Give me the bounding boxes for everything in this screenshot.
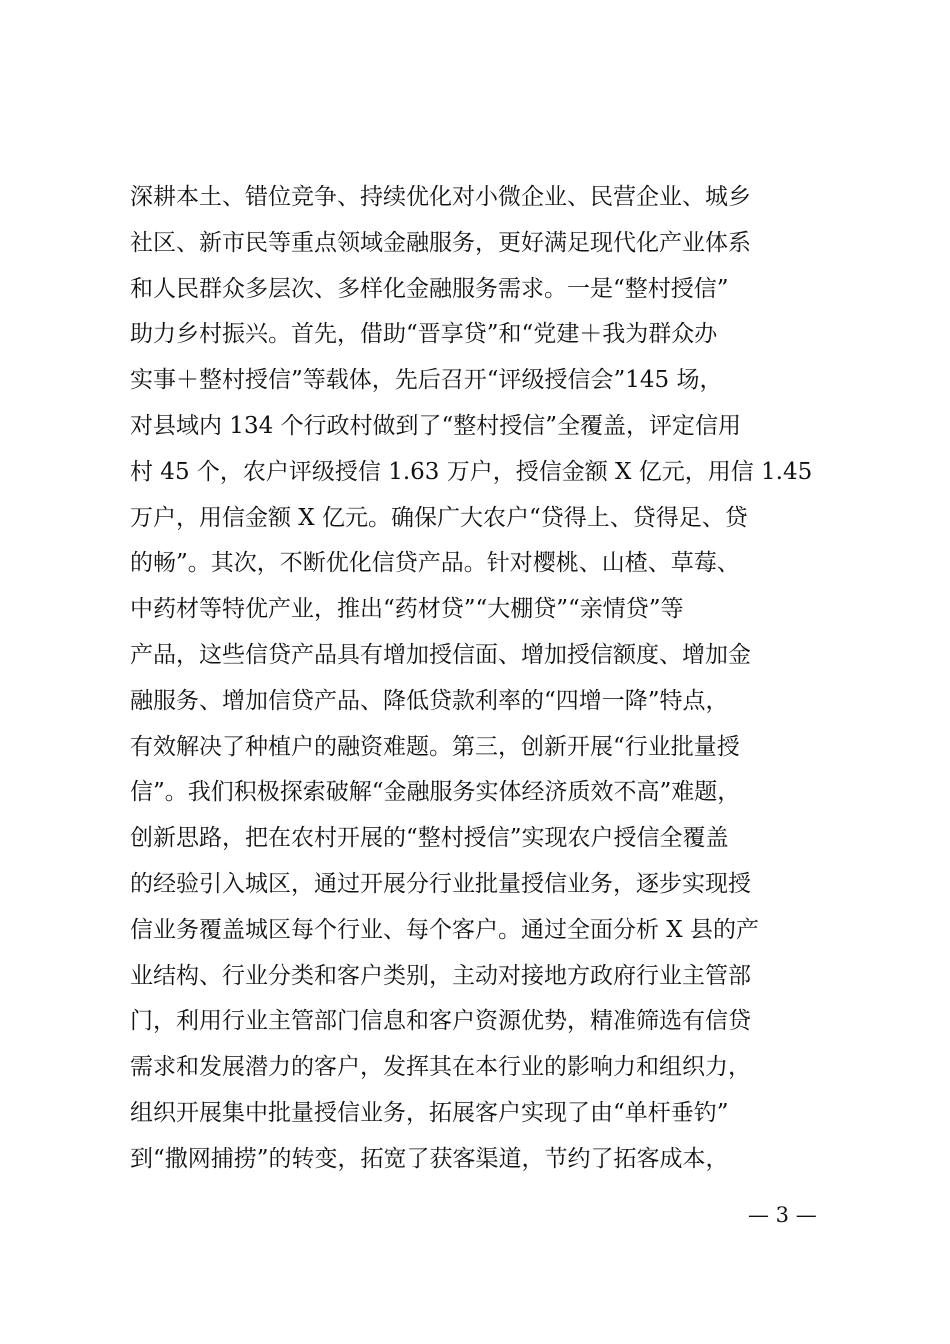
text-line: 的经验引入城区，通过开展分行业批量授信业务，逐步实现授: [130, 870, 751, 897]
text-line: 创新思路，把在农村开展的“整村授信”实现农户授信全覆盖: [130, 825, 729, 852]
text-line: 助力乡村振兴。首先，借助“晋享贷”和“党建＋我为群众办: [130, 321, 718, 348]
text-line: 中药材等特优产业，推出“药材贷”“大棚贷”“亲情贷”等: [130, 596, 684, 623]
text-line: 需求和发展潜力的客户，发挥其在本行业的影响力和组织力，: [130, 1054, 751, 1081]
text-line: 和人民群众多层次、多样化金融服务需求。一是“整村授信”: [130, 275, 729, 302]
text-line: 深耕本土、错位竞争、持续优化对小微企业、民营企业、城乡: [130, 184, 751, 210]
page-number: — 3 —: [748, 1203, 817, 1227]
text-line: 有效解决了种植户的融资难题。第三，创新开展“行业批量授: [130, 733, 740, 760]
text-line: 组织开展集中批量授信业务，拓展客户实现了由“单杆垂钓”: [130, 1099, 729, 1126]
text-line: 业结构、行业分类和客户类别，主动对接地方政府行业主管部: [130, 962, 751, 989]
text-line: 实事＋整村授信”等载体，先后召开“评级授信会”145 场，: [130, 367, 723, 394]
text-line: 融服务、增加信贷产品、降低贷款利率的“四增一降”特点，: [130, 687, 729, 714]
text-line: 到“撒网捕捞”的转变，拓宽了获客渠道，节约了拓客成本，: [130, 1145, 729, 1172]
body-paragraph: [130, 175, 850, 1183]
text-line: 对县域内 134 个行政村做到了“整村授信”全覆盖，评定信用: [130, 412, 742, 439]
text-line: 信业务覆盖城区每个行业、每个客户。通过全面分析 X 县的产: [130, 916, 759, 943]
text-line: 万户，用信金额 X 亿元。确保广大农户“贷得上、贷得足、贷: [130, 504, 748, 531]
text-line: 的畅”。其次，不断优化信贷产品。针对樱桃、山楂、草莓、: [130, 550, 740, 577]
text-line: 社区、新市民等重点领域金融服务，更好满足现代化产业体系: [130, 229, 751, 256]
text-line: 门，利用行业主管部门信息和客户资源优势，精准筛选有信贷: [130, 1008, 751, 1035]
text-line: 村 45 个，农户评级授信 1.63 万户，授信金额 X 亿元，用信 1.45: [130, 458, 813, 485]
text-line: 产品，这些信贷产品具有增加授信面、增加授信额度、增加金: [130, 641, 751, 668]
text-line: 信”。我们积极探索破解“金融服务实体经济质效不高”难题，: [130, 779, 741, 806]
